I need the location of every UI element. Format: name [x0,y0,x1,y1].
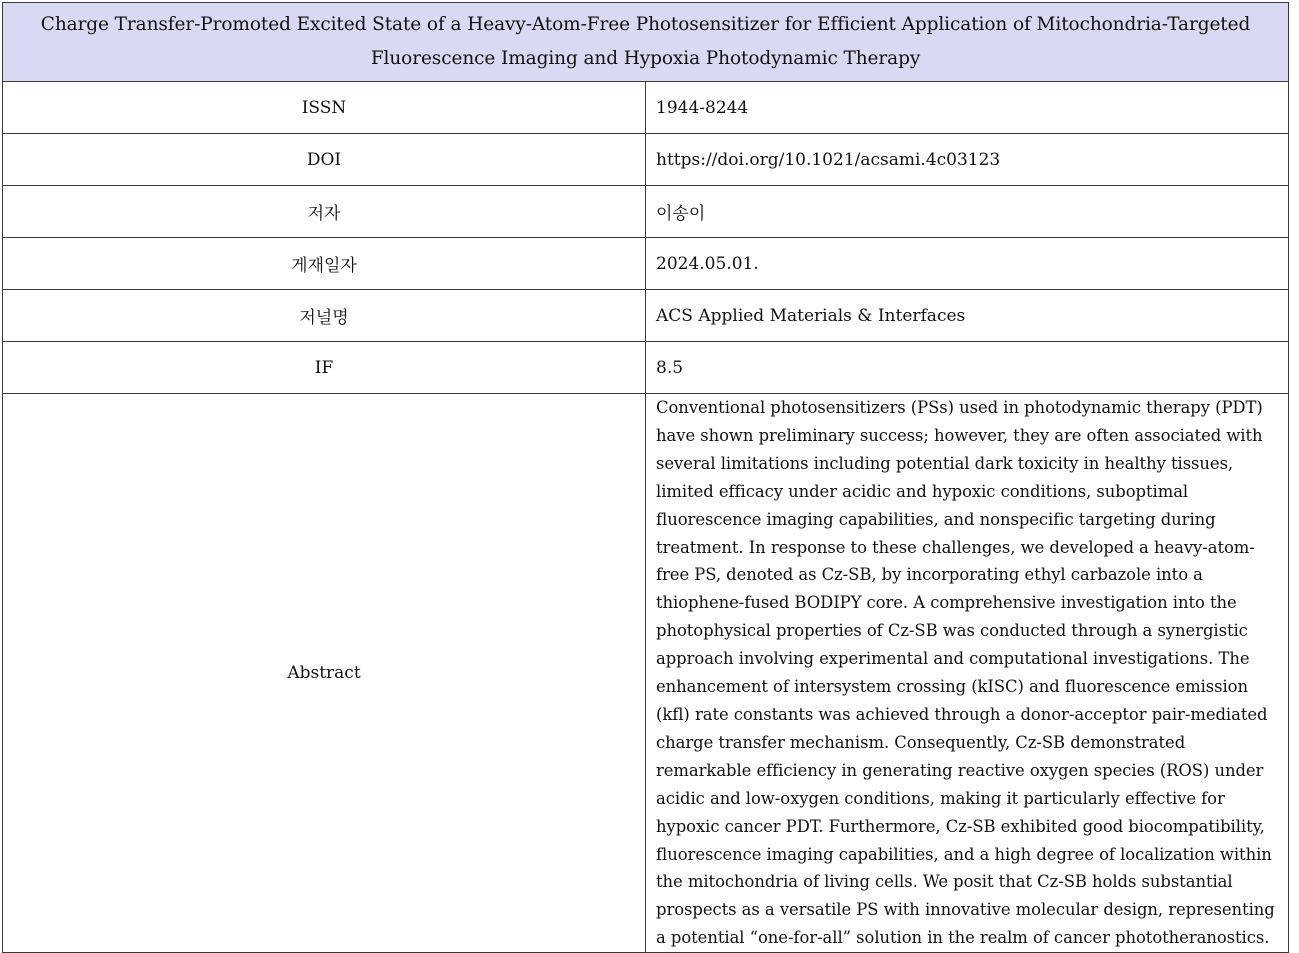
issn-label: ISSN [3,82,646,134]
author-value: 이송이 [646,186,1289,238]
abstract-text: Conventional photosensitizers (PSs) used in photodynamic therapy (PDT) have shown preliminary success; however, they are often associated with several limitations including potential dark toxicity in healthy tissues, limited efficacy under acidic and hypoxic conditions, suboptimal fluorescence imaging capabilities, and nonspecific targeting during treatment. In response to these challenges, we developed a heavy-atom-free PS, denoted as Cz-SB, by incorporating ethyl carbazole into a thiophene-fused BODIPY core. A comprehensive investigation into the photophysical properties of Cz-SB was conducted through a synergistic approach involving experimental and computational investigations. The enhancement of intersystem crossing (kISC) and fluorescence emission (kfl) rate constants was achieved through a donor-acceptor pair-mediated charge transfer mechanism. Consequently, Cz-SB demonstrated remarkable efficiency in generating reactive oxygen species (ROS) under acidic and low-oxygen conditions, making it particularly effective for hypoxic cancer PDT. Furthermore, Cz-SB exhibited good biocompatibility, fluorescence imaging capabilities, and a high degree of localization within the mitochondria of living cells. We posit that Cz-SB holds substantial prospects as a versatile PS with innovative molecular design, representing a potential “one-for-all” solution in the realm of cancer phototheranostics. [646,394,1289,953]
impact-factor-value: 8.5 [646,342,1289,394]
table-row-journal [3,290,1289,342]
doi-label: DOI [3,134,646,186]
table-row-abstract [3,394,1289,953]
issn-value: 1944-8244 [646,82,1289,134]
table-row-doi [3,134,1289,186]
impact-factor-label: IF [3,342,646,394]
journal-label: 저널명 [3,290,646,342]
author-label: 저자 [3,186,646,238]
paper-info-table [2,2,1289,953]
abstract-label: Abstract [3,394,646,953]
publication-date-label: 게재일자 [3,238,646,290]
table-row-impact-factor [3,342,1289,394]
journal-value: ACS Applied Materials & Interfaces [646,290,1289,342]
doi-value: https://doi.org/10.1021/acsami.4c03123 [646,134,1289,186]
title-row [3,3,1289,82]
table-row-issn [3,82,1289,134]
table-row-author [3,186,1289,238]
paper-title: Charge Transfer-Promoted Excited State of a Heavy-Atom-Free Photosensitizer for Efficient Application of Mitochondria-Targeted Fluorescence Imaging and Hypoxia Photodynamic Therapy [3,3,1289,82]
table-row-publication-date [3,238,1289,290]
publication-date-value: 2024.05.01. [646,238,1289,290]
